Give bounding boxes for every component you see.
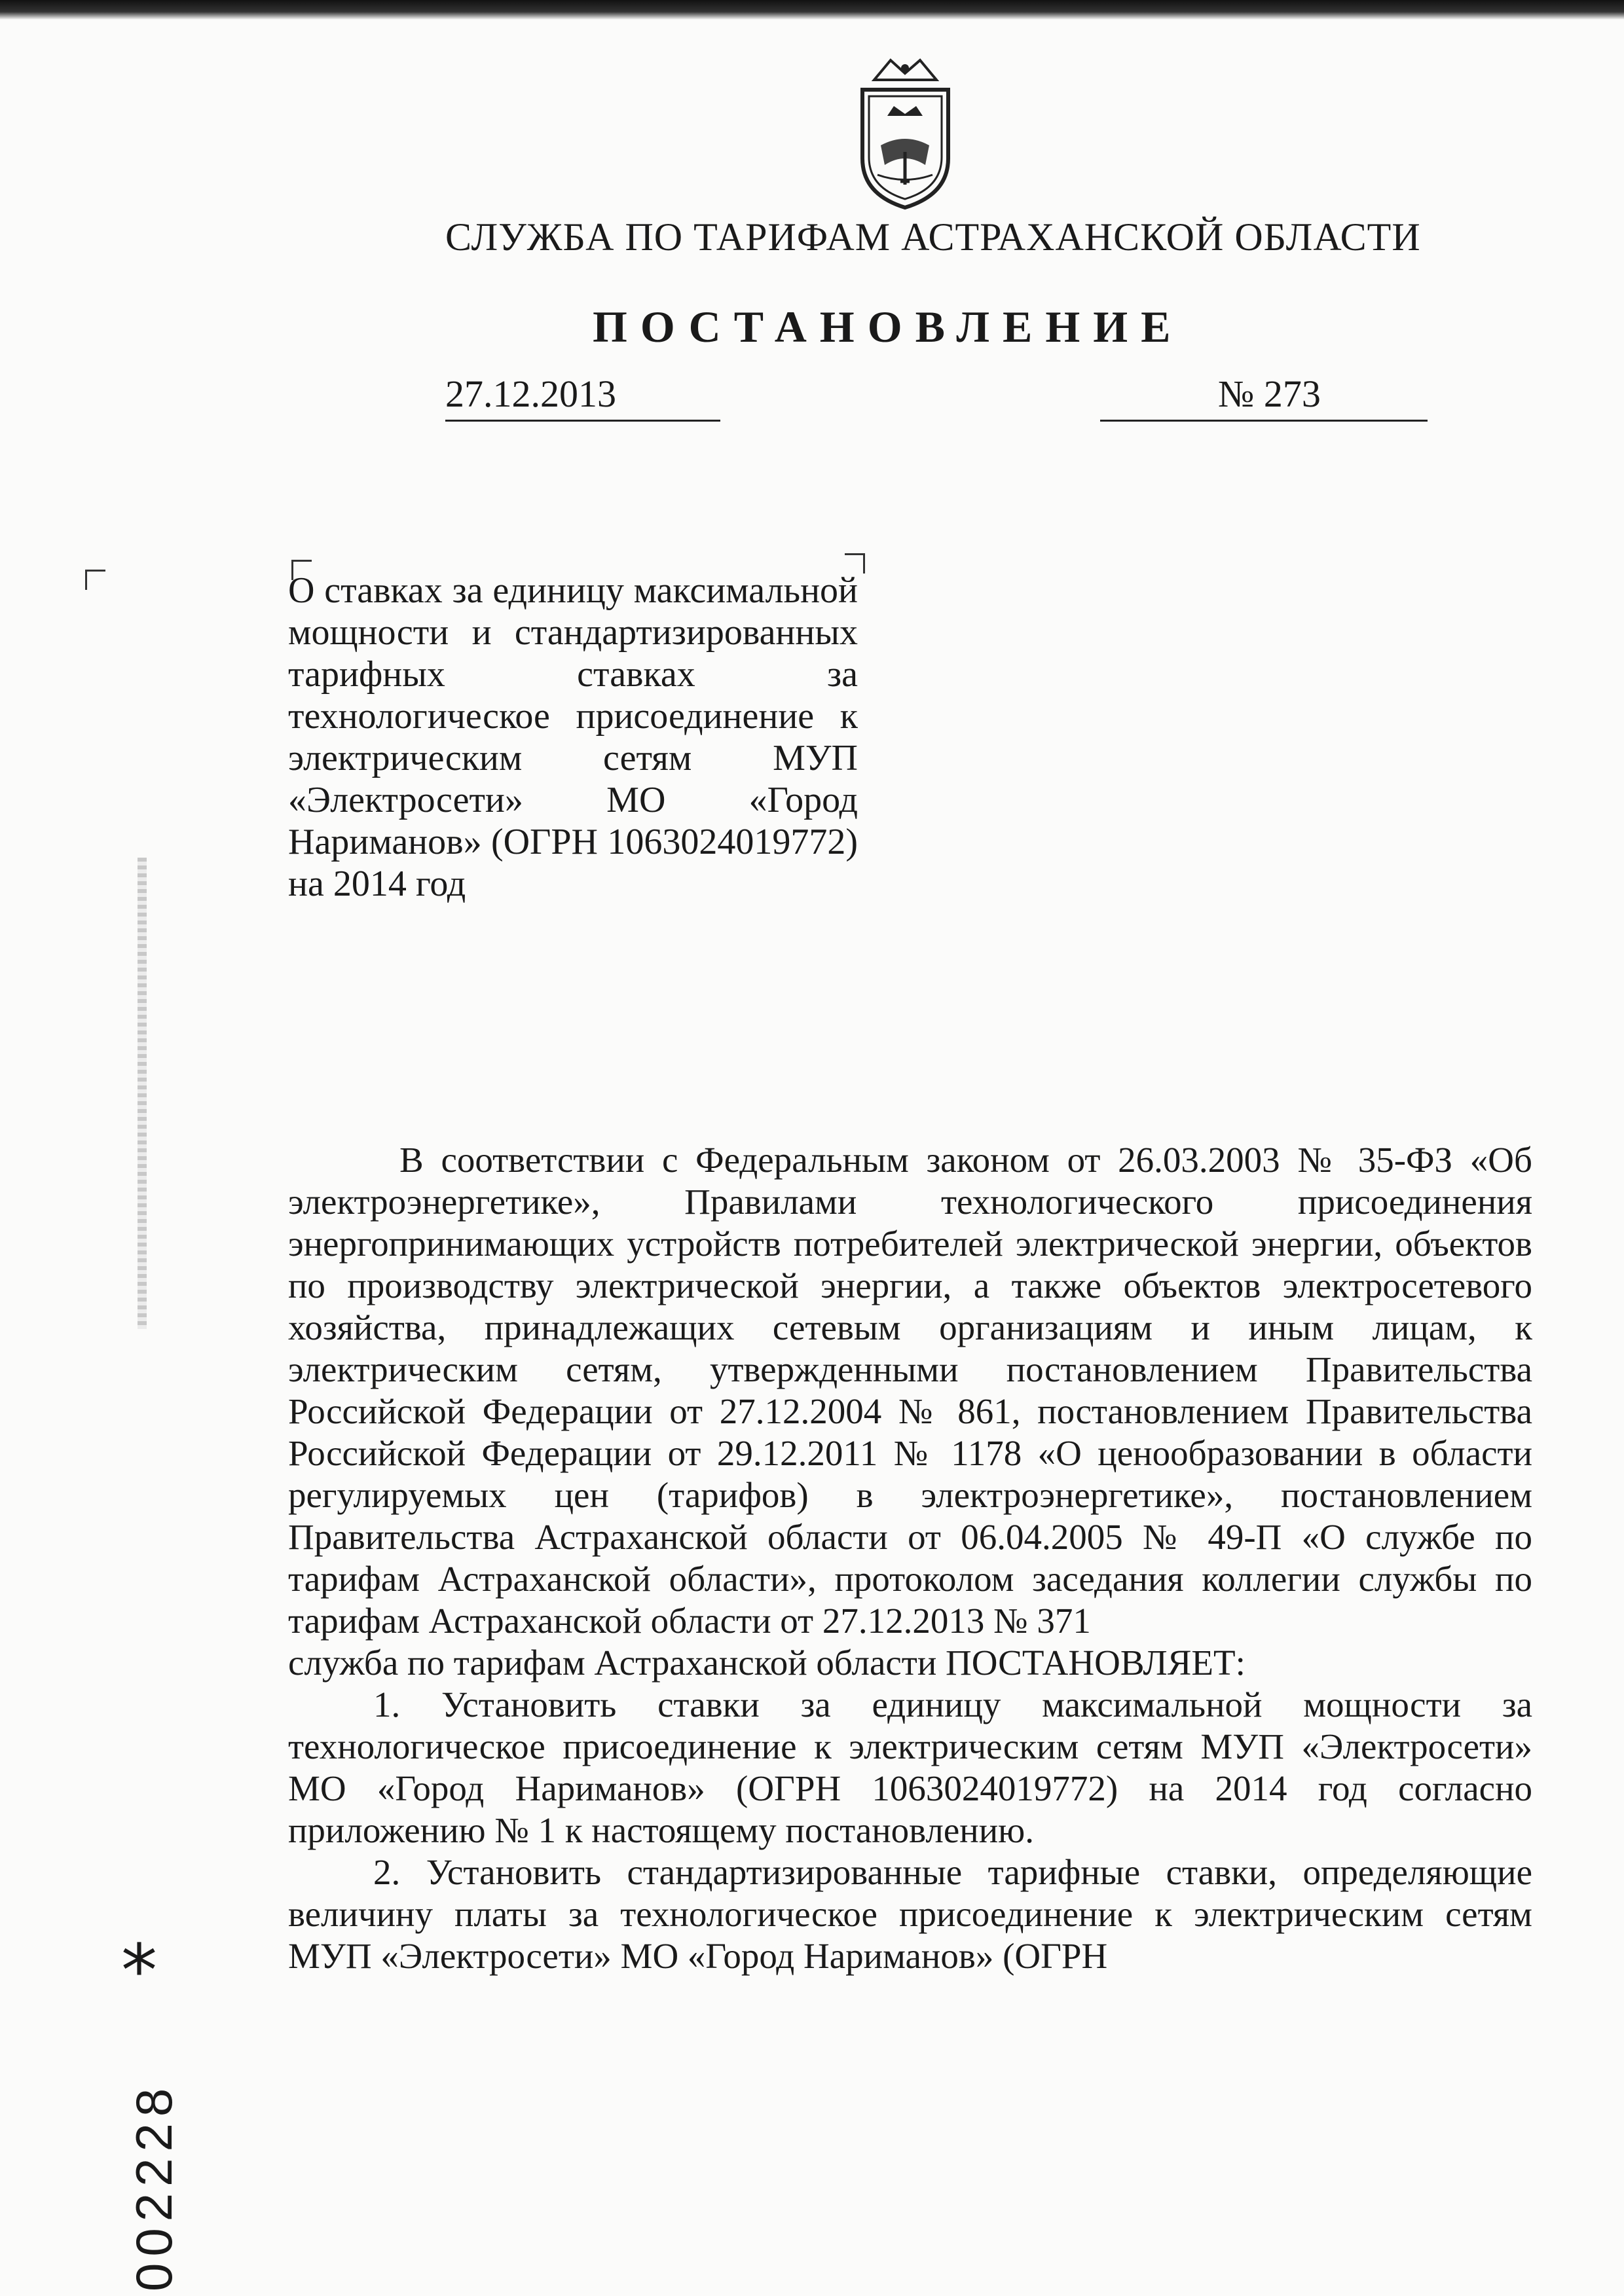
resolution-line: служба по тарифам Астраханской области ПОСТАНОВЛЯЕТ: [288,1643,1246,1683]
item-1-paragraph: 1. Установить ставки за единицу максимальной мощности за технологическое присоединение к электрическим сетям МУП «Электросети» МО «Город Нариманов» (ОГРН 1063024019772) на 2014 год согласно приложению № 1 к настоящему постановлению. [288,1685,1532,1850]
stamp-asterisk: * [121,1929,157,2013]
document-subject: О ставках за единицу максимальной мощности и стандартизированных тарифных ставках за технологическое присоединение к электрическим сетям МУП «Электросети» МО «Город Нариманов» (ОГРН 1063024019772) на 2014 год [288,570,858,904]
serial-number: 002228 [125,2081,183,2291]
serial-stamp [115,2016,193,2291]
left-margin-bracket [85,570,105,590]
document-body [288,1139,1532,1977]
document-type-title: ПОСТАНОВЛЕНИЕ [593,302,1184,352]
coat-of-arms-emblem [855,54,956,211]
organization-title: СЛУЖБА ПО ТАРИФАМ АСТРАХАНСКОЙ ОБЛАСТИ [445,215,1421,259]
scan-edge-shadow [0,0,1624,20]
preamble-paragraph: В соответствии с Федеральным законом от 26.03.2003 № 35-ФЗ «Об электроэнергетике», Правилами технологического присоединения энергопринимающих устройств потребителей электрической энергии, объектов по производству электрической энергии, а также объектов электросетевого хозяйства, принадлежащих сетевым организациям и иным лицам, к электрическим сетям, утвержденными постановлением Правительства Российской Федерации от 27.12.2004 № 861, постановлением Правительства Российской Федерации от 29.12.2011 № 1178 «О ценообразовании в области регулируемых цен (тарифов) в электроэнергетике», постановлением Правительства Астраханской области от 06.04.2005 № 49-П «О службе по тарифам Астраханской области», протоколом заседания коллегии службы по тарифам Астраханской области от 27.12.2013 № 371 [288,1140,1532,1641]
document-number-value: № 273 [1218,373,1321,415]
binding-mark [138,858,147,1329]
item-2-paragraph: 2. Установить стандартизированные тарифные ставки, определяющие величину платы за технологическое присоединение к электрическим сетям МУП «Электросети» МО «Город Нариманов» (ОГРН [288,1852,1532,1976]
document-date-value: 27.12.2013 [445,373,616,415]
document-number [1100,372,1428,422]
document-date [445,372,720,422]
